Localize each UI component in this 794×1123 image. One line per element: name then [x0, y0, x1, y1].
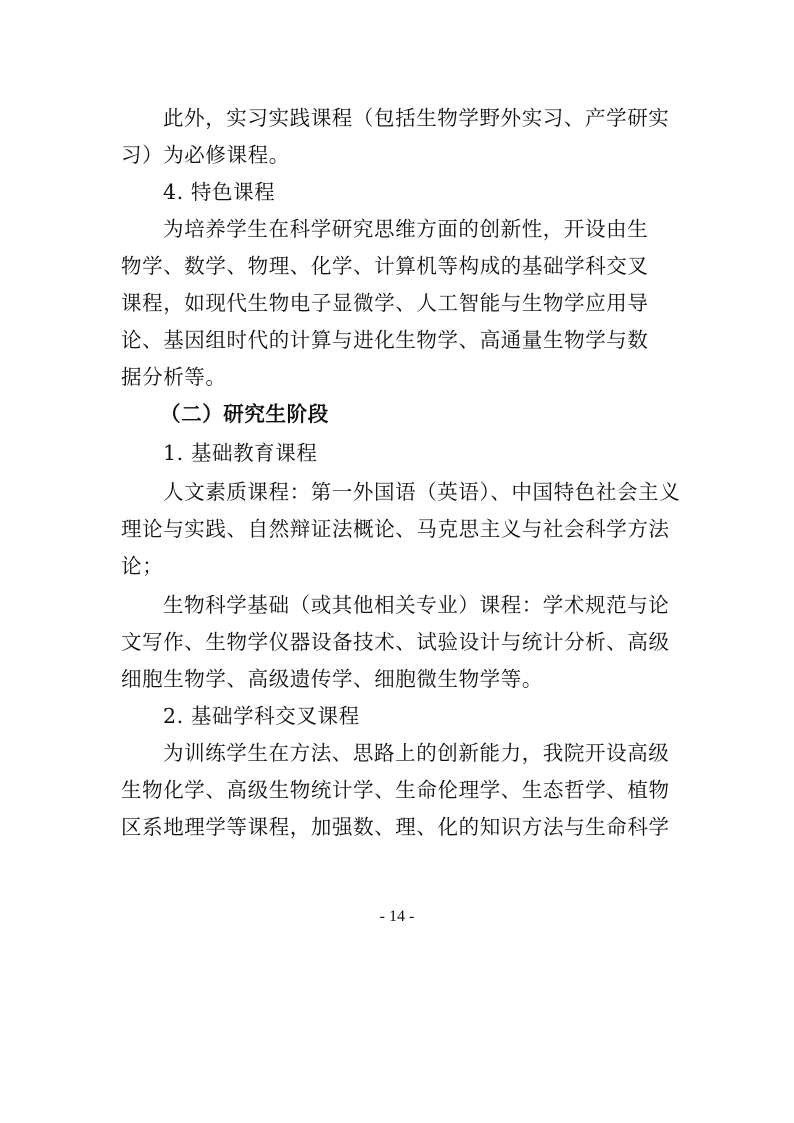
- section-heading-interdisciplinary: 2. 基础学科交叉课程: [163, 704, 360, 728]
- paragraph-line: 论；: [121, 554, 164, 578]
- section-heading-basic-education: 1. 基础教育课程: [163, 441, 318, 465]
- section-heading-special-courses: 4. 特色课程: [163, 180, 276, 204]
- paragraph-line: 据分析等。: [121, 365, 227, 389]
- paragraph-line: 论、基因组时代的计算与进化生物学、高通量生物学与数: [121, 328, 649, 352]
- paragraph-line: 区系地理学等课程，加强数、理、化的知识方法与生命科学: [121, 815, 670, 839]
- paragraph-line: 物学、数学、物理、化学、计算机等构成的基础学科交叉: [121, 254, 649, 278]
- paragraph-line: 细胞生物学、高级遗传学、细胞微生物学等。: [121, 667, 543, 691]
- paragraph-line: 为培养学生在科学研究思维方面的创新性，开设由生: [163, 217, 649, 241]
- paragraph-line: 为训练学生在方法、思路上的创新能力，我院开设高级: [163, 741, 670, 765]
- paragraph-line: 习）为必修课程。: [121, 143, 290, 167]
- paragraph-line: 理论与实践、自然辩证法概论、马克思主义与社会科学方法: [121, 517, 670, 541]
- paragraph-line: 此外，实习实践课程（包括生物学野外实习、产学研实: [163, 106, 670, 130]
- section-heading-graduate-stage: （二）研究生阶段: [160, 402, 329, 426]
- paragraph-line: 人文素质课程：第一外国语（英语）、中国特色社会主义: [163, 480, 681, 504]
- page-number: - 14 -: [379, 908, 415, 925]
- paragraph-line: 生物化学、高级生物统计学、生命伦理学、生态哲学、植物: [121, 778, 670, 802]
- paragraph-line: 文写作、生物学仪器设备技术、试验设计与统计分析、高级: [121, 630, 670, 654]
- paragraph-line: 生物科学基础（或其他相关专业）课程：学术规范与论: [163, 593, 670, 617]
- paragraph-line: 课程，如现代生物电子显微学、人工智能与生物学应用导: [121, 291, 649, 315]
